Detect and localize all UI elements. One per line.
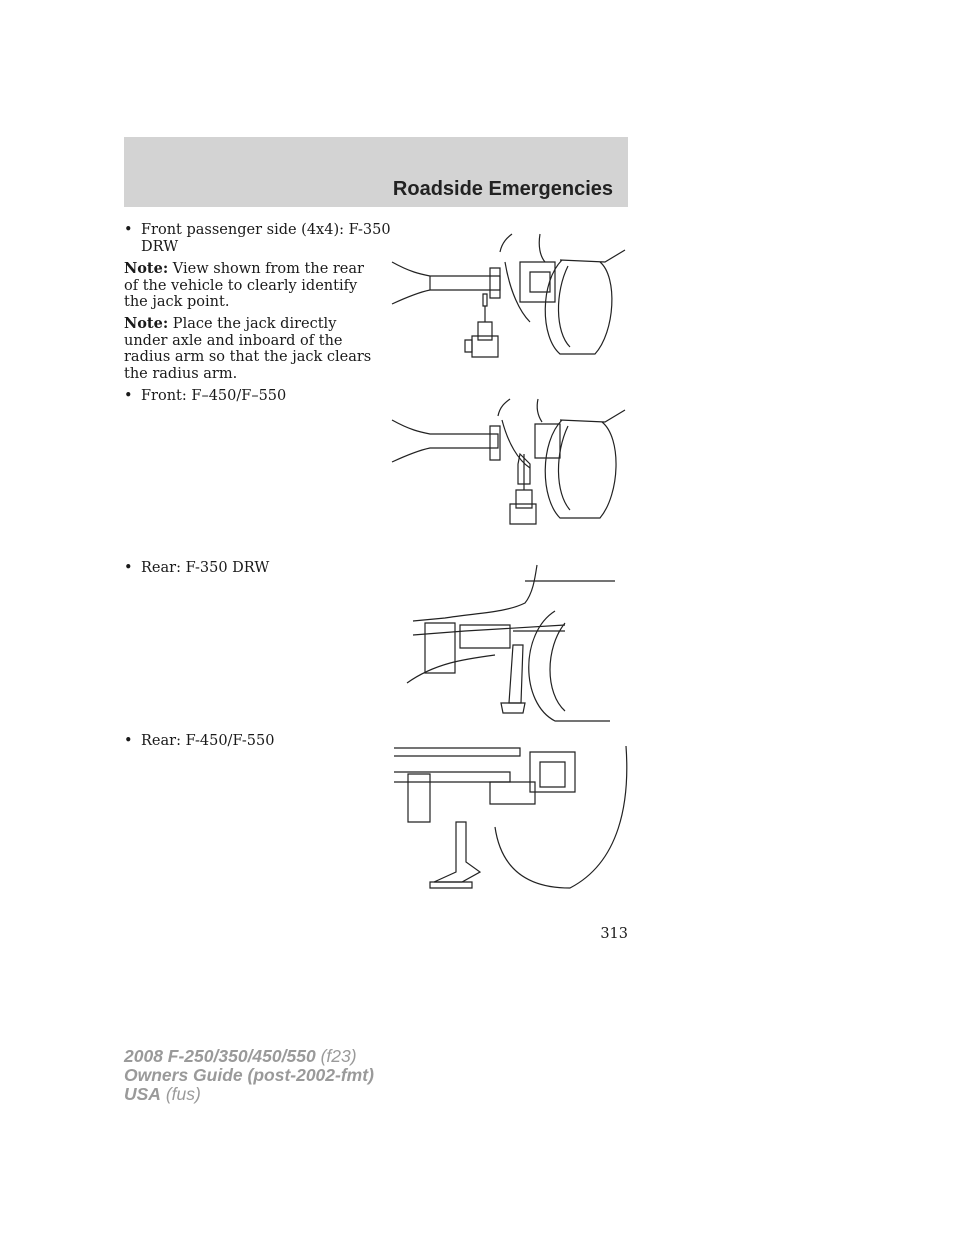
note-label: Note:: [124, 315, 169, 332]
bullet-icon: •: [124, 560, 133, 576]
footer-line-market: [124, 1085, 374, 1104]
section-title: Roadside Emergencies: [392, 178, 613, 200]
footer-model-code: (f23): [315, 1046, 357, 1066]
footer-market-code: (fus): [160, 1084, 201, 1104]
note-view-rear: [124, 261, 376, 311]
jack-front-passenger-illustration: [390, 232, 630, 362]
footer-market: USA: [124, 1084, 161, 1104]
list-item-front: [124, 388, 393, 405]
list-item-text: Front: F–450/F–550: [141, 388, 287, 404]
jack-front-450-550-illustration: [390, 398, 630, 528]
bullet-icon: •: [124, 388, 133, 404]
bullet-icon: •: [124, 733, 133, 749]
jack-rear-450-550-illustration: [390, 742, 630, 890]
list-item-rear-450: [124, 733, 393, 750]
footer-line-guide: Owners Guide (post-2002-fmt): [124, 1065, 374, 1085]
jack-rear-350-illustration: [405, 563, 625, 725]
list-item-text: Front passenger side (4x4): F-350 DRW: [141, 222, 391, 255]
list-item-front-passenger: [124, 222, 393, 255]
footer-model: 2008 F-250/350/450/550: [124, 1046, 316, 1066]
section-header: [124, 137, 628, 207]
list-item-rear-350: [124, 560, 393, 577]
note-text: Place the jack directly under axle and inboard of the radius arm so that the jack clears the radius arm.: [124, 316, 372, 382]
list-item-text: Rear: F-450/F-550: [141, 733, 275, 749]
footer-line-model: [124, 1047, 374, 1066]
note-jack-placement: [124, 316, 376, 382]
document-footer: [124, 1047, 374, 1104]
list-item-text: Rear: F-350 DRW: [141, 560, 270, 576]
note-text: View shown from the rear of the vehicle to clearly identify the jack point.: [124, 261, 364, 310]
note-label: Note:: [124, 260, 169, 277]
bullet-icon: •: [124, 222, 133, 238]
page-number: 313: [600, 926, 628, 942]
